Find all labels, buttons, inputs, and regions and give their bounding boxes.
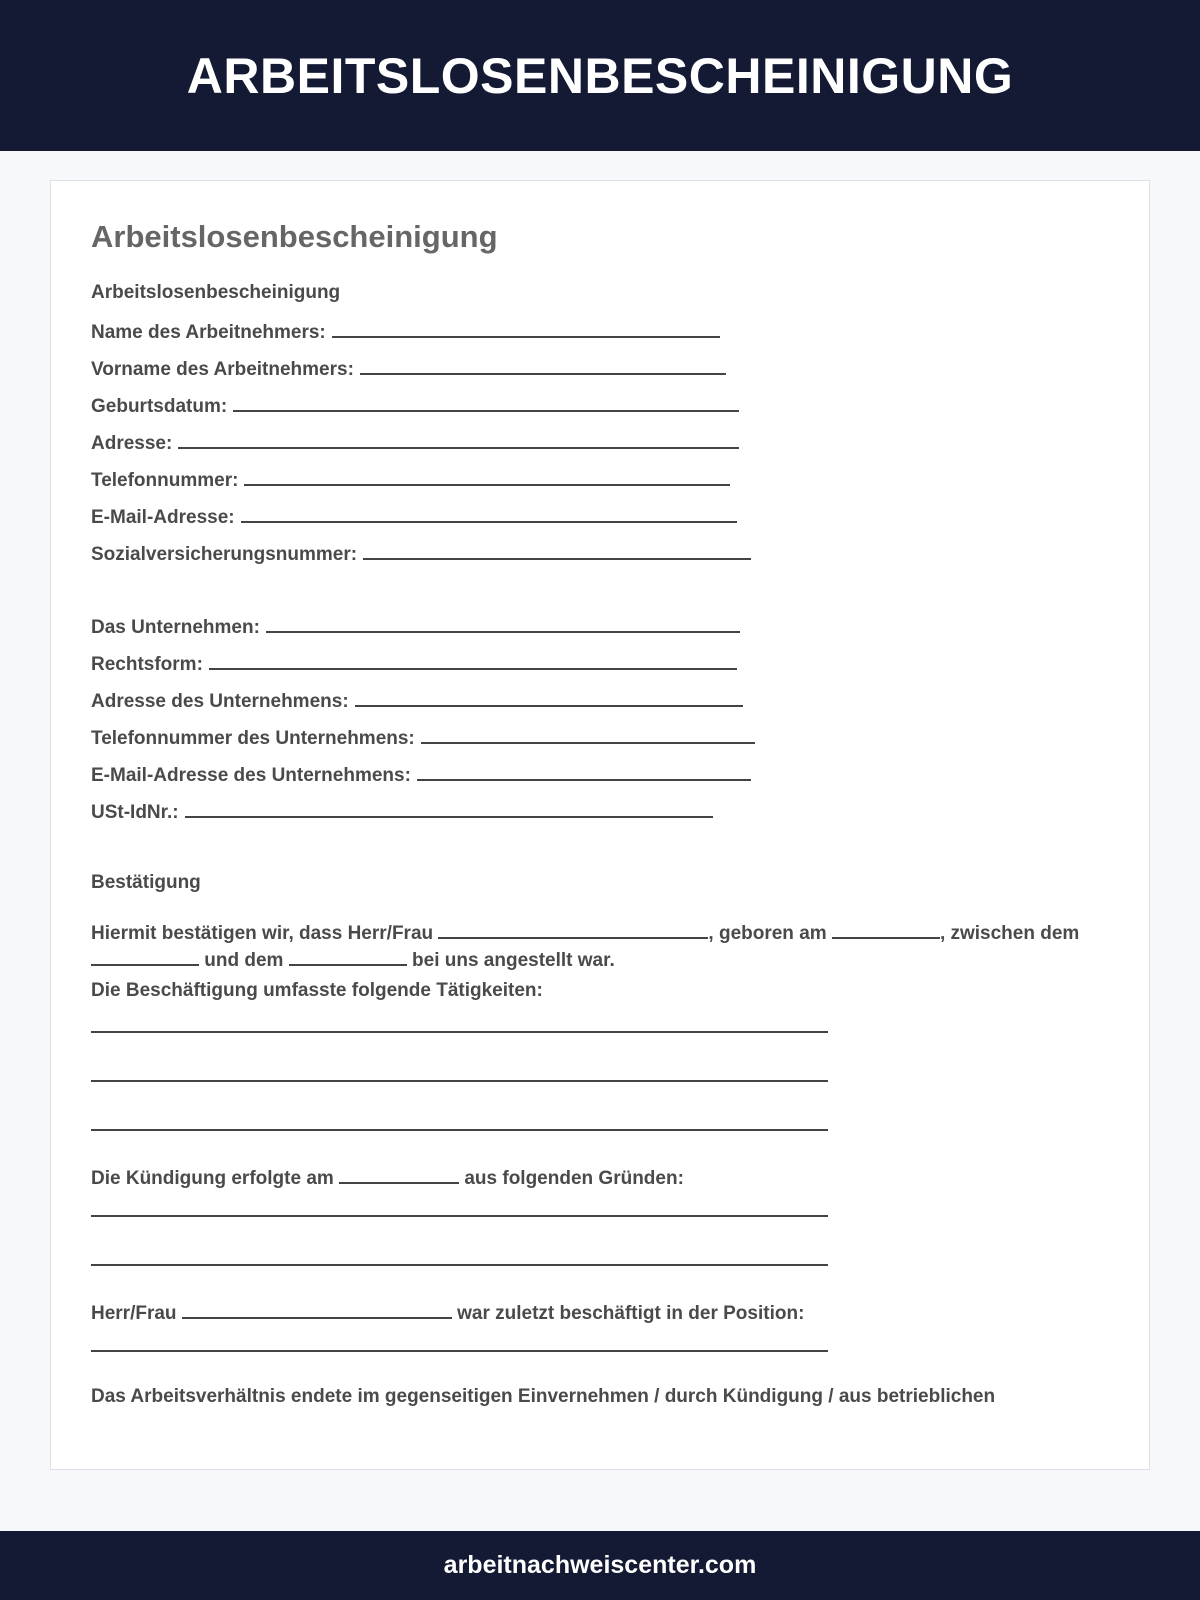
blank-line[interactable] [233, 392, 739, 412]
blank-line[interactable] [332, 318, 720, 338]
field-phone[interactable] [91, 466, 730, 493]
blank-line[interactable] [266, 613, 740, 633]
reasons-line-1[interactable] [91, 1215, 828, 1217]
field-label: Telefonnummer des Unternehmens: [91, 728, 415, 749]
field-employee-firstname[interactable] [91, 355, 726, 382]
field-social-security[interactable] [91, 540, 751, 567]
confirmation-heading: Bestätigung [91, 872, 201, 893]
blank-line[interactable] [178, 429, 739, 449]
field-label: Adresse des Unternehmens: [91, 691, 349, 712]
field-address[interactable] [91, 429, 739, 456]
activities-label: Die Beschäftigung umfasste folgende Tätigkeiten: [91, 980, 543, 1001]
blank-line[interactable] [185, 798, 713, 818]
blank-line[interactable] [241, 503, 737, 523]
field-employee-name[interactable] [91, 318, 720, 345]
position-line[interactable] [91, 1350, 828, 1352]
field-label: Das Unternehmen: [91, 617, 260, 638]
activities-line-1[interactable] [91, 1031, 828, 1033]
blank-line[interactable] [209, 650, 737, 670]
blank-line[interactable] [363, 540, 751, 560]
field-label: E-Mail-Adresse: [91, 507, 235, 528]
field-label: USt-IdNr.: [91, 802, 179, 823]
field-birthdate[interactable] [91, 392, 739, 419]
blank-birthdate[interactable] [832, 919, 940, 939]
blank-person[interactable] [182, 1299, 452, 1319]
position-row: Herr/Frau war zuletzt beschäftigt in der Position: [91, 1299, 804, 1326]
blank-name[interactable] [438, 919, 708, 939]
field-email[interactable] [91, 503, 737, 530]
field-label: Adresse: [91, 433, 173, 454]
blank-end-date[interactable] [289, 946, 407, 966]
header-title: ARBEITSLOSENBESCHEINIGUNG [186, 47, 1014, 104]
field-label: Telefonnummer: [91, 470, 239, 491]
field-company[interactable] [91, 613, 740, 640]
field-label: Sozialversicherungsnummer: [91, 544, 358, 565]
termination-row: Die Kündigung erfolgte am aus folgenden Gründen: [91, 1164, 684, 1191]
blank-line[interactable] [417, 761, 751, 781]
field-company-address[interactable] [91, 687, 743, 714]
document-title: Arbeitslosenbescheinigung [91, 219, 498, 254]
document-subtitle: Arbeitslosenbescheinigung [91, 282, 341, 303]
activities-line-2[interactable] [91, 1080, 828, 1082]
page-header [0, 0, 1200, 151]
document-card [50, 180, 1150, 1470]
field-label: Vorname des Arbeitnehmers: [91, 359, 354, 380]
field-vat-id[interactable] [91, 798, 713, 825]
blank-line[interactable] [244, 466, 730, 486]
field-label: E-Mail-Adresse des Unternehmens: [91, 765, 411, 786]
blank-line[interactable] [355, 687, 743, 707]
field-legal-form[interactable] [91, 650, 737, 677]
blank-start-date[interactable] [91, 946, 199, 966]
page-footer [0, 1531, 1200, 1600]
field-company-phone[interactable] [91, 724, 755, 751]
field-label: Name des Arbeitnehmers: [91, 322, 326, 343]
field-label: Geburtsdatum: [91, 396, 228, 417]
confirmation-paragraph: Hiermit bestätigen wir, dass Herr/Frau , geboren am , zwischen dem und dem bei uns angestellt war. [91, 919, 1101, 973]
reasons-line-2[interactable] [91, 1264, 828, 1266]
field-label: Rechtsform: [91, 654, 203, 675]
field-company-email[interactable] [91, 761, 751, 788]
blank-termination-date[interactable] [339, 1164, 459, 1184]
footer-site: arbeitnachweiscenter.com [443, 1551, 757, 1579]
activities-line-3[interactable] [91, 1129, 828, 1131]
blank-line[interactable] [421, 724, 755, 744]
blank-line[interactable] [360, 355, 726, 375]
ending-text: Das Arbeitsverhältnis endete im gegenseitigen Einvernehmen / durch Kündigung / aus betrieblichen [91, 1386, 996, 1407]
